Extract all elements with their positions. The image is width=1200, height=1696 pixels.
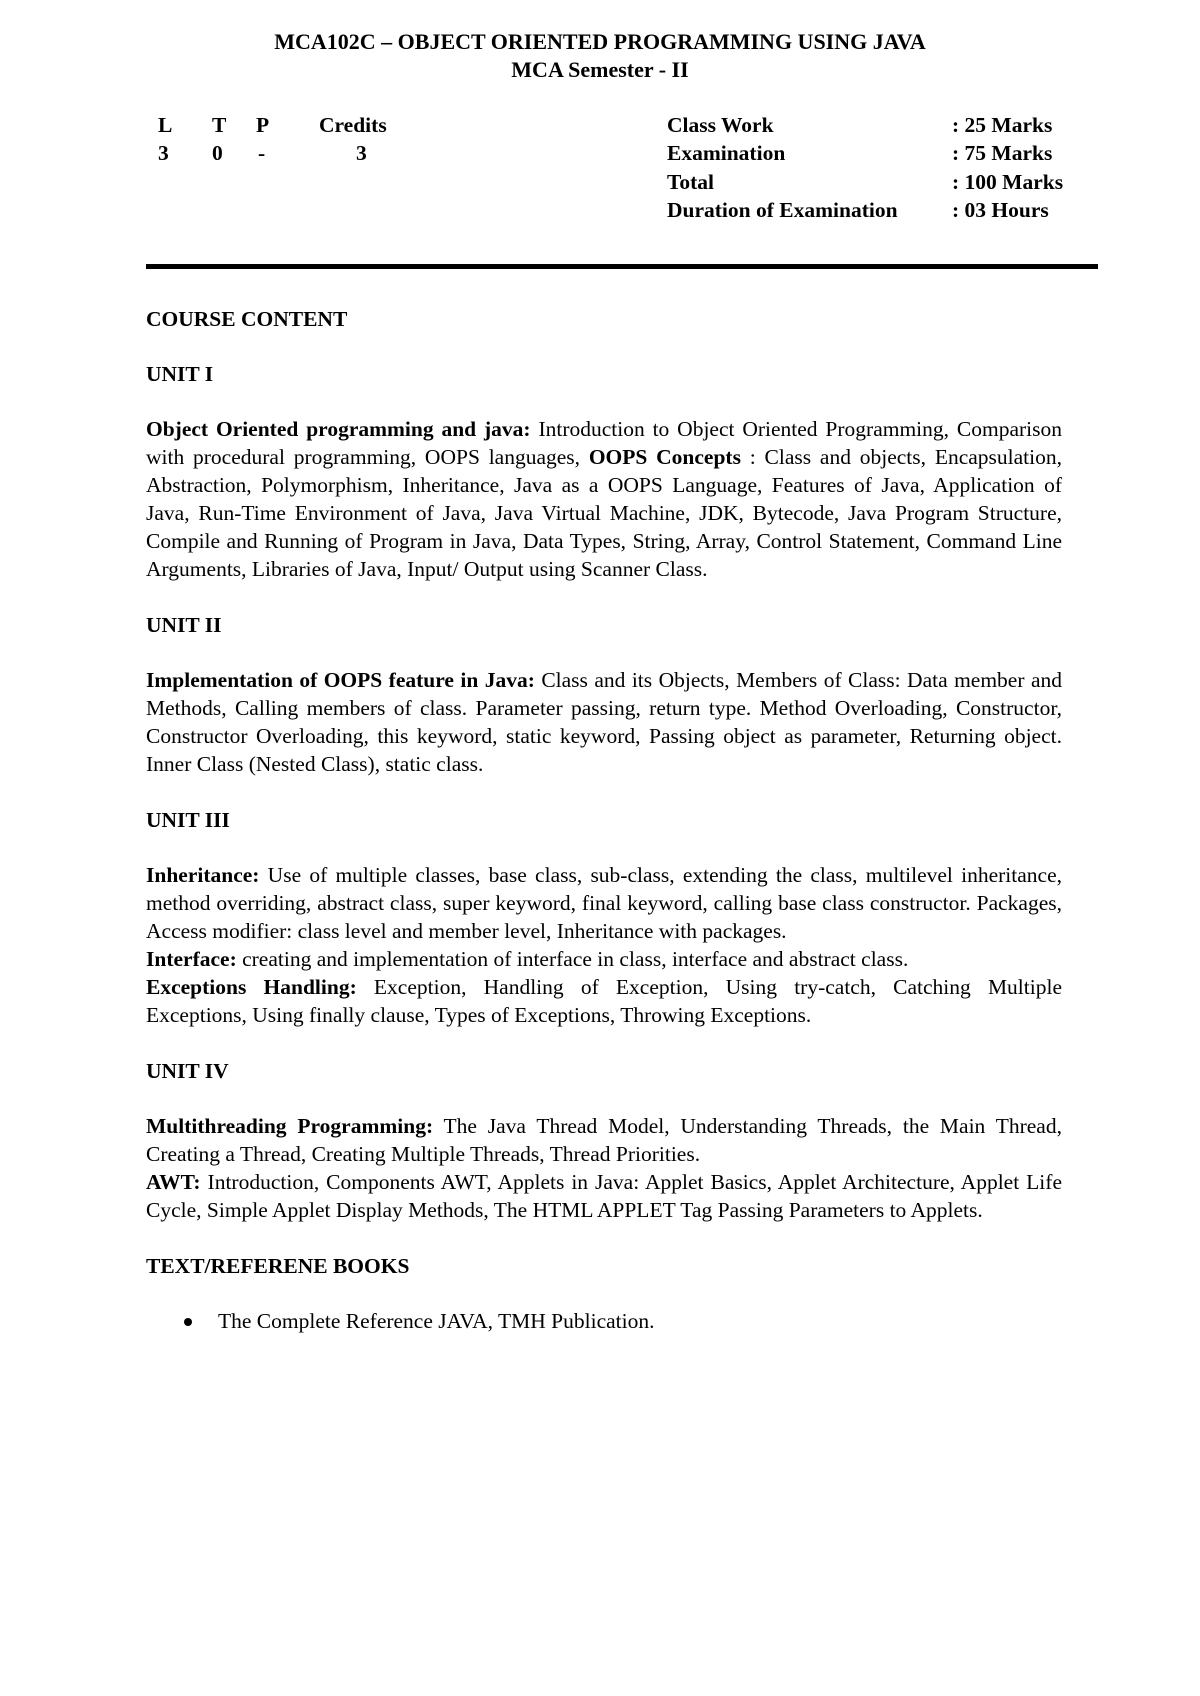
unit-1-text-a: Introduction to Object Oriented Programming, Comparison with procedural programming, OOPS languages, bbox=[146, 417, 1062, 469]
unit-1-paragraph bbox=[146, 415, 1062, 583]
unit-2-heading: UNIT II bbox=[146, 613, 222, 637]
marks-label-duration: Duration of Examination bbox=[667, 198, 898, 222]
unit-4-multithreading-text: The Java Thread Model, Understanding Threads, the Main Thread, Creating a Thread, Creating Multiple Threads, Thread Priorities. bbox=[146, 1114, 1062, 1166]
unit-2-text: Class and its Objects, Members of Class: Data member and Methods, Calling members of class. Parameter passing, return type. Method Overloading, Constructor, Constructor Overloading, this keyword, static keyword, Passing object as parameter, Returning object. Inner Class (Nested Class), static class. bbox=[146, 668, 1062, 776]
books-heading: TEXT/REFERENE BOOKS bbox=[146, 1254, 410, 1278]
marks-value-total: : 100 Marks bbox=[952, 170, 1064, 194]
unit-3-body bbox=[146, 861, 1062, 1029]
ltp-value-t: 0 bbox=[212, 141, 223, 165]
semester-subtitle: MCA Semester - II bbox=[511, 57, 689, 82]
course-content-heading: COURSE CONTENT bbox=[146, 307, 348, 331]
unit-2-paragraph bbox=[146, 666, 1062, 778]
unit-1-heading: UNIT I bbox=[146, 362, 214, 386]
unit-3-paragraph-inheritance bbox=[146, 861, 1062, 945]
unit-4-body bbox=[146, 1112, 1062, 1224]
unit-2-topic-title: Implementation of OOPS feature in Java: bbox=[146, 668, 535, 692]
unit-3-exceptions-title: Exceptions Handling: bbox=[146, 975, 357, 999]
unit-3-interface-text: creating and implementation of interface in class, interface and abstract class. bbox=[236, 947, 909, 971]
unit-4-awt-title: AWT: bbox=[146, 1170, 201, 1194]
ltp-label-credits: Credits bbox=[319, 113, 387, 137]
unit-3-heading: UNIT III bbox=[146, 808, 230, 832]
unit-1-body bbox=[146, 415, 1062, 583]
unit-4-heading: UNIT IV bbox=[146, 1059, 229, 1083]
book-item bbox=[146, 1307, 1062, 1335]
unit-3-interface-title: Interface: bbox=[146, 947, 237, 971]
unit-3-paragraph-interface bbox=[146, 945, 1062, 973]
ltp-value-l: 3 bbox=[158, 141, 169, 165]
unit-1-text-b: : Class and objects, Encapsulation, Abstraction, Polymorphism, Inheritance, Java as a OOPS Language, Features of Java, Application of Java, Run-Time Environment of Java, Java Virtual Machine, JDK, Bytecode, Java Program Structure, Compile and Running of Program in Java, Data Types, String, Array, Control Statement, Command Line Arguments, Libraries of Java, Input/ Output using Scanner Class. bbox=[146, 445, 1062, 581]
course-content bbox=[146, 305, 1062, 1335]
header-divider bbox=[146, 264, 1098, 269]
unit-2-body bbox=[146, 666, 1062, 778]
unit-3-inheritance-title: Inheritance: bbox=[146, 863, 260, 887]
course-title: MCA102C – OBJECT ORIENTED PROGRAMMING USING JAVA bbox=[274, 29, 926, 54]
unit-4-paragraph-awt bbox=[146, 1168, 1062, 1224]
unit-4-awt-text: Introduction, Components AWT, Applets in Java: Applet Basics, Applet Architecture, Applet Life Cycle, Simple Applet Display Methods, The HTML APPLET Tag Passing Parameters to Applets. bbox=[146, 1170, 1062, 1222]
marks-label-total: Total bbox=[667, 170, 714, 194]
unit-3-exceptions-text: Exception, Handling of Exception, Using try-catch, Catching Multiple Exceptions, Using finally clause, Types of Exceptions, Throwing Exceptions. bbox=[146, 975, 1062, 1027]
ltp-value-credits: 3 bbox=[356, 141, 367, 165]
ltp-value-p: - bbox=[258, 141, 266, 165]
marks-label-examination: Examination bbox=[667, 141, 786, 165]
marks-value-examination: : 75 Marks bbox=[952, 141, 1053, 165]
ltp-label-p: P bbox=[256, 113, 270, 137]
marks-label-classwork: Class Work bbox=[667, 113, 774, 137]
bullet-icon bbox=[184, 1318, 192, 1326]
ltp-label-t: T bbox=[212, 113, 227, 137]
unit-3-inheritance-text: Use of multiple classes, base class, sub-class, extending the class, multilevel inheritance, method overriding, abstract class, super keyword, final keyword, calling base class constructor. Packages, Access modifier: class level and member level, Inheritance with packages. bbox=[146, 863, 1062, 943]
books-list bbox=[146, 1307, 1062, 1335]
unit-4-multithreading-title: Multithreading Programming: bbox=[146, 1114, 434, 1138]
unit-1-topic-title: Object Oriented programming and java: bbox=[146, 417, 531, 441]
unit-3-paragraph-exceptions bbox=[146, 973, 1062, 1029]
unit-4-paragraph-multithreading bbox=[146, 1112, 1062, 1168]
ltp-label-l: L bbox=[158, 113, 173, 137]
marks-value-duration: : 03 Hours bbox=[952, 198, 1049, 222]
unit-1-oops-concepts: OOPS Concepts bbox=[588, 445, 741, 469]
marks-value-classwork: : 25 Marks bbox=[952, 113, 1053, 137]
book-title: The Complete Reference JAVA, TMH Publication. bbox=[218, 1309, 655, 1333]
